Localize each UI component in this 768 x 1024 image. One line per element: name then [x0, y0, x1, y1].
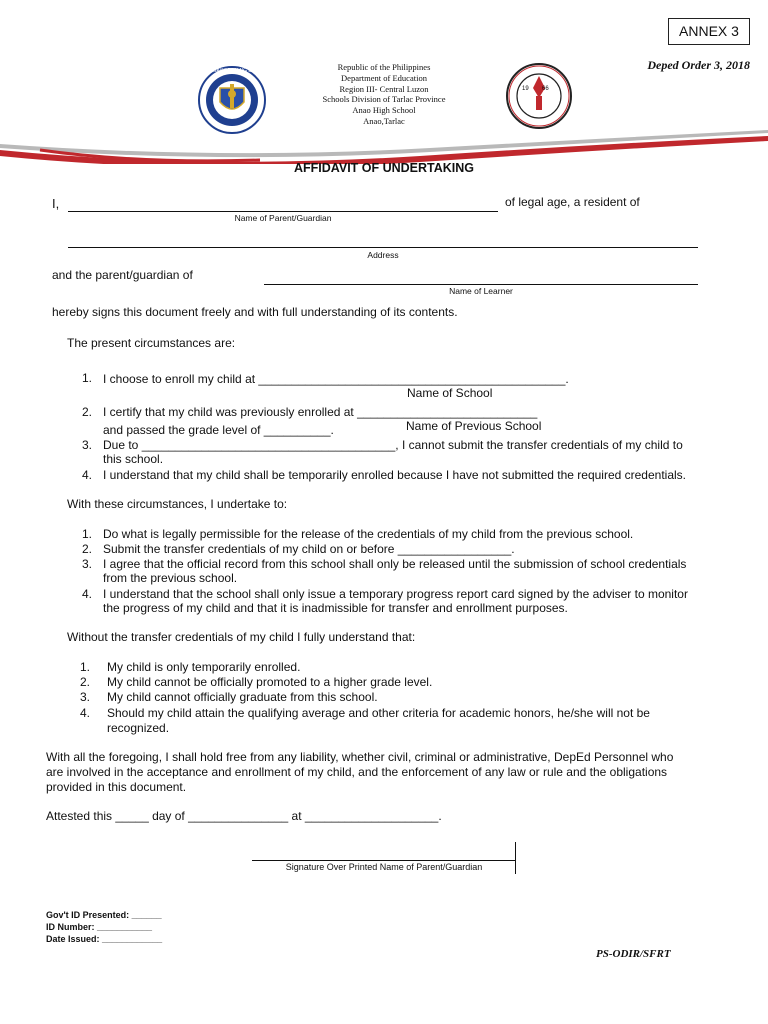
letterhead-line: Anao,Tarlac	[363, 115, 405, 126]
list-number: 2.	[80, 675, 91, 689]
foregoing-line: are involved in the acceptance and enrollment of my child, and the enforcement of any law or rule and the obligations	[46, 765, 668, 779]
school-name-caption: Name of School	[407, 386, 493, 400]
undertake-item-cont: the progress of my child and that it is inadmissible for transfer and enrollment purposes.	[103, 601, 568, 615]
list-number: 2.	[82, 405, 93, 419]
circumstances-heading: The present circumstances are:	[67, 336, 236, 350]
undertake-item: I agree that the official record from this school shall only be released until the submission of school credentials	[103, 557, 687, 571]
legal-age-text: of legal age, a resident of	[505, 195, 640, 209]
letterhead-line: Republic of the Philippines	[337, 62, 431, 72]
list-number: 4.	[82, 468, 93, 482]
understand-item: My child is only temporarily enrolled.	[107, 660, 301, 674]
intro-i: I,	[52, 196, 60, 211]
deped-order: Deped Order 3, 2018	[647, 58, 750, 72]
learner-name-caption: Name of Learner	[449, 286, 513, 296]
understand-item: My child cannot officially graduate from this school.	[107, 690, 378, 704]
circumstance-item: I certify that my child was previously enrolled at ___________________________	[103, 405, 538, 419]
id-number-field: ID Number: ___________	[46, 922, 153, 932]
letterhead-line: Anao High School	[352, 105, 416, 116]
learner-name-line[interactable]	[264, 284, 698, 285]
undertake-item: I understand that the school shall only issue a temporary progress report card signed by the adviser to monitor	[103, 587, 688, 601]
gov-id-field: Gov't ID Presented: ______	[46, 910, 162, 920]
parent-of-text: and the parent/guardian of	[52, 268, 193, 282]
circumstance-item: I understand that my child shall be temporarily enrolled because I have not submitted the required credentials.	[103, 468, 686, 482]
school-year-a: 19	[522, 86, 529, 92]
foregoing-line: provided in this document.	[46, 780, 187, 794]
ps-code: PS-ODIR/SFRT	[596, 948, 671, 960]
without-heading: Without the transfer credentials of my child I fully understand that:	[67, 630, 416, 644]
list-number: 1.	[82, 371, 93, 385]
circumstance-item-cont: this school.	[103, 452, 164, 466]
list-number: 2.	[82, 542, 93, 556]
signs-text: hereby signs this document freely and with full understanding of its contents.	[52, 305, 458, 319]
understand-item: Should my child attain the qualifying average and other criteria for academic honors, he/she will not be	[107, 706, 650, 720]
signature-line[interactable]	[252, 860, 516, 861]
foregoing-line: With all the foregoing, I shall hold free from any liability, whether civil, criminal or administrative, DepEd Personnel who	[46, 750, 674, 764]
undertake-item: Submit the transfer credentials of my child on or before _________________.	[103, 542, 515, 556]
letterhead-line: Region III- Central Luzon	[339, 83, 429, 94]
list-number: 3.	[80, 690, 91, 704]
signature-caption: Signature Over Printed Name of Parent/Guardian	[285, 862, 483, 872]
list-number: 1.	[82, 527, 93, 541]
circumstance-item-cont: and passed the grade level of __________.	[103, 423, 334, 437]
letterhead	[300, 62, 468, 127]
letterhead-line: Schools Division of Tarlac Province	[322, 94, 446, 105]
date-issued-field: Date Issued: ____________	[46, 934, 163, 944]
school-seal-icon	[505, 62, 573, 130]
undertake-item: Do what is legally permissible for the release of the credentials of my child from the previous school.	[103, 527, 634, 541]
list-number: 4.	[80, 706, 91, 720]
list-number: 3.	[82, 557, 93, 571]
understand-item-cont: recognized.	[107, 721, 170, 735]
list-number: 3.	[82, 438, 93, 452]
understand-item: My child cannot be officially promoted to a higher grade level.	[107, 675, 433, 689]
undertake-heading: With these circumstances, I undertake to:	[67, 497, 288, 511]
parent-name-line[interactable]	[68, 211, 498, 212]
undertake-item-cont: from the previous school.	[103, 571, 238, 585]
address-caption: Address	[367, 250, 399, 260]
address-line[interactable]	[68, 247, 698, 248]
page-title: AFFIDAVIT OF UNDERTAKING	[293, 161, 475, 175]
deped-seal-icon	[198, 66, 280, 134]
school-year-b: 66	[542, 86, 549, 92]
circumstance-item: Due to ______________________________________, I cannot submit the transfer credentials of my child to	[103, 438, 683, 452]
attested-line: Attested this _____ day of _______________ at ____________________.	[46, 809, 442, 823]
annex-label: ANNEX 3	[668, 18, 750, 45]
deped-seal-text: KAGAWARAN NG EDUKASYON	[206, 68, 280, 74]
list-number: 1.	[80, 660, 91, 674]
letterhead-line: Department of Education	[341, 72, 427, 83]
previous-school-caption: Name of Previous School	[406, 419, 542, 433]
list-number: 4.	[82, 587, 93, 601]
circumstance-item: I choose to enroll my child at ______________________________________________.	[103, 372, 569, 386]
parent-name-caption: Name of Parent/Guardian	[234, 213, 332, 223]
